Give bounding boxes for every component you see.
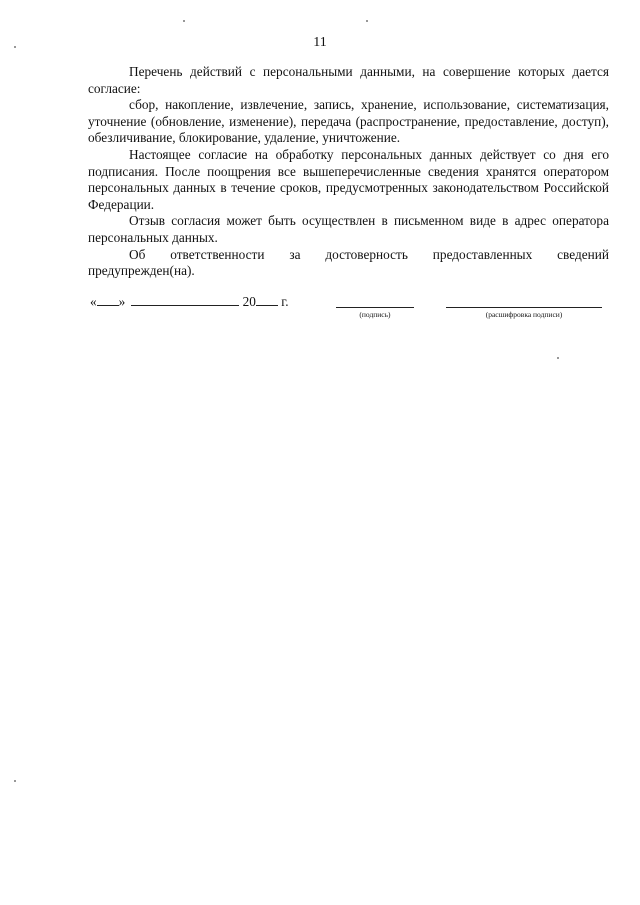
signature-caption: (подпись)	[359, 310, 391, 319]
page-number: 11	[313, 35, 327, 50]
paragraph-actions-list: сбор, накопление, извлечение, запись, хранение, использование, систематизация, уточнение (обновление, изменение), передача (распространение, предоставление, доступ), обезличивание, блокирование, удаление, уничтожение.	[88, 97, 609, 146]
year-suffix: г.	[281, 294, 289, 309]
scan-speck	[14, 46, 16, 48]
day-blank[interactable]	[97, 293, 119, 306]
month-blank[interactable]	[131, 293, 239, 306]
open-quote: «	[90, 294, 97, 309]
paragraph-consent-validity: Настоящее согласие на обработку персональных данных действует со дня его подписания. После поощрения все вышеперечисленные сведения хранятся оператором персональных данных в течение сроков, предусмотренных законодательством Российской Федерации.	[88, 146, 609, 212]
signature-line[interactable]	[336, 307, 414, 308]
year-blank[interactable]	[256, 293, 278, 306]
paragraph-consent-revocation: Отзыв согласия может быть осуществлен в письменном виде в адрес оператора персональных данных.	[88, 213, 609, 245]
date-field	[90, 293, 289, 310]
scan-speck	[183, 20, 185, 22]
consent-text	[88, 64, 609, 280]
scan-speck	[366, 20, 368, 22]
signature-decoding-caption: (расшифровка подписи)	[485, 310, 563, 319]
signature-decoding-line[interactable]	[446, 307, 602, 308]
year-prefix: 20	[242, 294, 256, 309]
signature-row	[0, 293, 640, 333]
paragraph-actions-list-intro: Перечень действий с персональными данными, на совершение которых дается согласие:	[88, 64, 609, 96]
paragraph-responsibility-warning: Об ответственности за достоверность предоставленных сведений предупрежден(на).	[88, 246, 609, 279]
scan-speck	[557, 357, 559, 359]
scan-speck	[14, 780, 16, 782]
close-quote: »	[118, 294, 126, 309]
